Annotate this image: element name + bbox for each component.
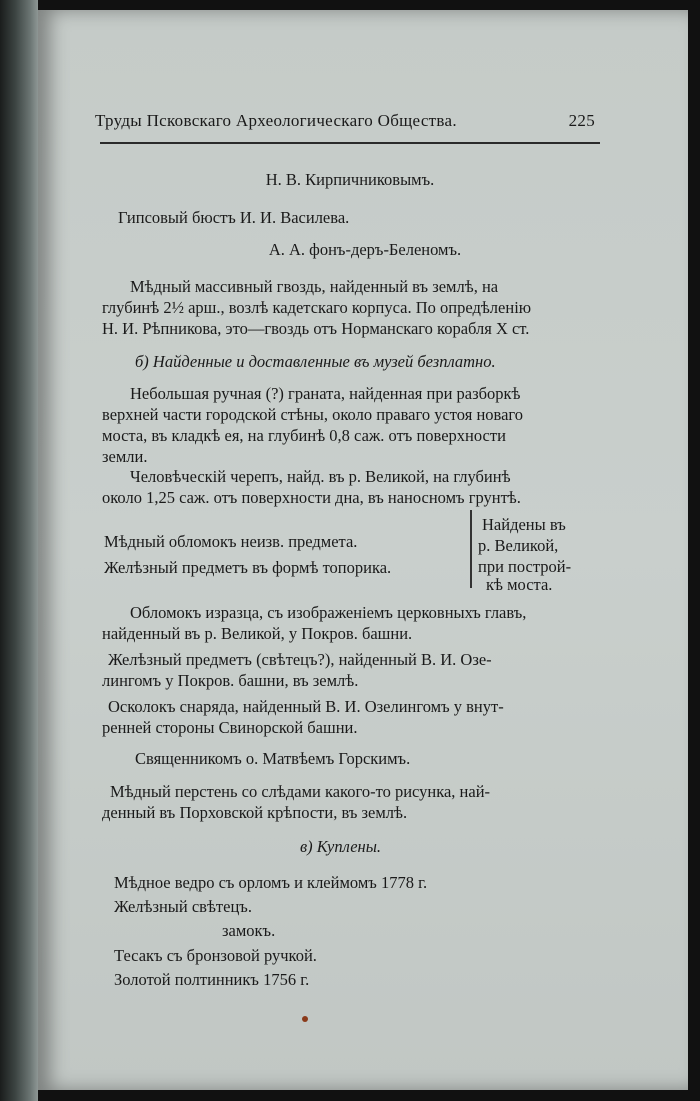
- item-tile-line1: Обломокъ изразца, съ изображеніемъ церковныхъ главъ,: [130, 603, 527, 622]
- header-rule: [100, 142, 600, 144]
- item-copper-fragment: Мѣдный обломокъ неизв. предмета.: [104, 532, 358, 551]
- item-copper-nail-line2: глубинѣ 2½ арш., возлѣ кадетскаго корпуса. По опредѣленію: [102, 298, 532, 317]
- item-skull-line1: Человѣческій черепъ, найд. въ р. Великой, на глубинѣ: [130, 467, 511, 486]
- item-iron-axe-object: Желѣзный предметъ въ формѣ топорика.: [104, 558, 392, 577]
- note-line3: при построй-: [478, 557, 572, 576]
- header-title: Труды Псковскаго Археологическаго Общества.: [95, 111, 457, 130]
- item-grenade-line4: земли.: [102, 447, 148, 466]
- item-iron-lamp-line1: Желѣзный предметъ (свѣтецъ?), найденный В. И. Озе-: [108, 650, 492, 669]
- running-header: [95, 111, 595, 131]
- item-lock: замокъ.: [222, 921, 276, 940]
- item-tile-line2: найденный въ р. Великой, у Покров. башни.: [102, 624, 413, 643]
- page-ink-dot: [302, 1016, 308, 1022]
- section-heading-v: в) Куплены.: [300, 837, 382, 856]
- donor-heading-gorsky: Священникомъ о. Матвѣемъ Горскимъ.: [135, 749, 411, 768]
- donor-heading-belen: А. А. фонъ-деръ-Беленомъ.: [268, 240, 462, 259]
- item-ring-line2: денный въ Порховской крѣпости, въ землѣ.: [102, 803, 408, 822]
- section-heading-b: б) Найденные и доставленные въ музей безплатно.: [135, 352, 496, 371]
- item-copper-bucket: Мѣдное ведро съ орломъ и клеймомъ 1778 г.: [114, 873, 428, 892]
- item-iron-lamp: Желѣзный свѣтецъ.: [114, 897, 252, 916]
- donor-heading-kirpichnikov: Н. В. Кирпичниковымъ.: [265, 170, 435, 189]
- book-spine-edge: [0, 0, 38, 1101]
- item-shell-fragment-line1: Осколокъ снаряда, найденный В. И. Озелингомъ у внут-: [108, 697, 504, 716]
- item-shell-fragment-line2: ренней стороны Свинорской башни.: [102, 718, 358, 737]
- bracket-divider: [470, 510, 472, 588]
- item-grenade-line2: верхней части городской стѣны, около праваго устоя новаго: [102, 405, 524, 424]
- item-copper-nail-line3: Н. И. Рѣпникова, это—гвоздь отъ Норманскаго корабля X ст.: [102, 319, 530, 338]
- item-grenade-line1: Небольшая ручная (?) граната, найденная при разборкѣ: [130, 384, 521, 403]
- item-copper-nail-line1: Мѣдный массивный гвоздь, найденный въ землѣ, на: [130, 277, 499, 296]
- item-iron-lamp-line2: лингомъ у Покров. башни, въ землѣ.: [102, 671, 359, 690]
- item-gypsum-bust: Гипсовый бюстъ И. И. Василева.: [118, 208, 350, 227]
- note-line4: кѣ моста.: [486, 575, 553, 594]
- item-skull-line2: около 1,25 саж. отъ поверхности дна, въ наносномъ грунтѣ.: [102, 488, 521, 507]
- note-line1: Найдены въ: [482, 515, 566, 534]
- item-ring-line1: Мѣдный перстень со слѣдами какого-то рисунка, най-: [110, 782, 491, 801]
- item-gold-coin: Золотой полтинникъ 1756 г.: [114, 970, 310, 989]
- note-line2: р. Великой,: [478, 536, 559, 555]
- item-grenade-line3: моста, въ кладкѣ ея, на глубинѣ 0,8 саж. отъ поверхности: [102, 426, 506, 445]
- item-cutlass: Тесакъ съ бронзовой ручкой.: [114, 946, 317, 965]
- page-number: 225: [568, 111, 595, 130]
